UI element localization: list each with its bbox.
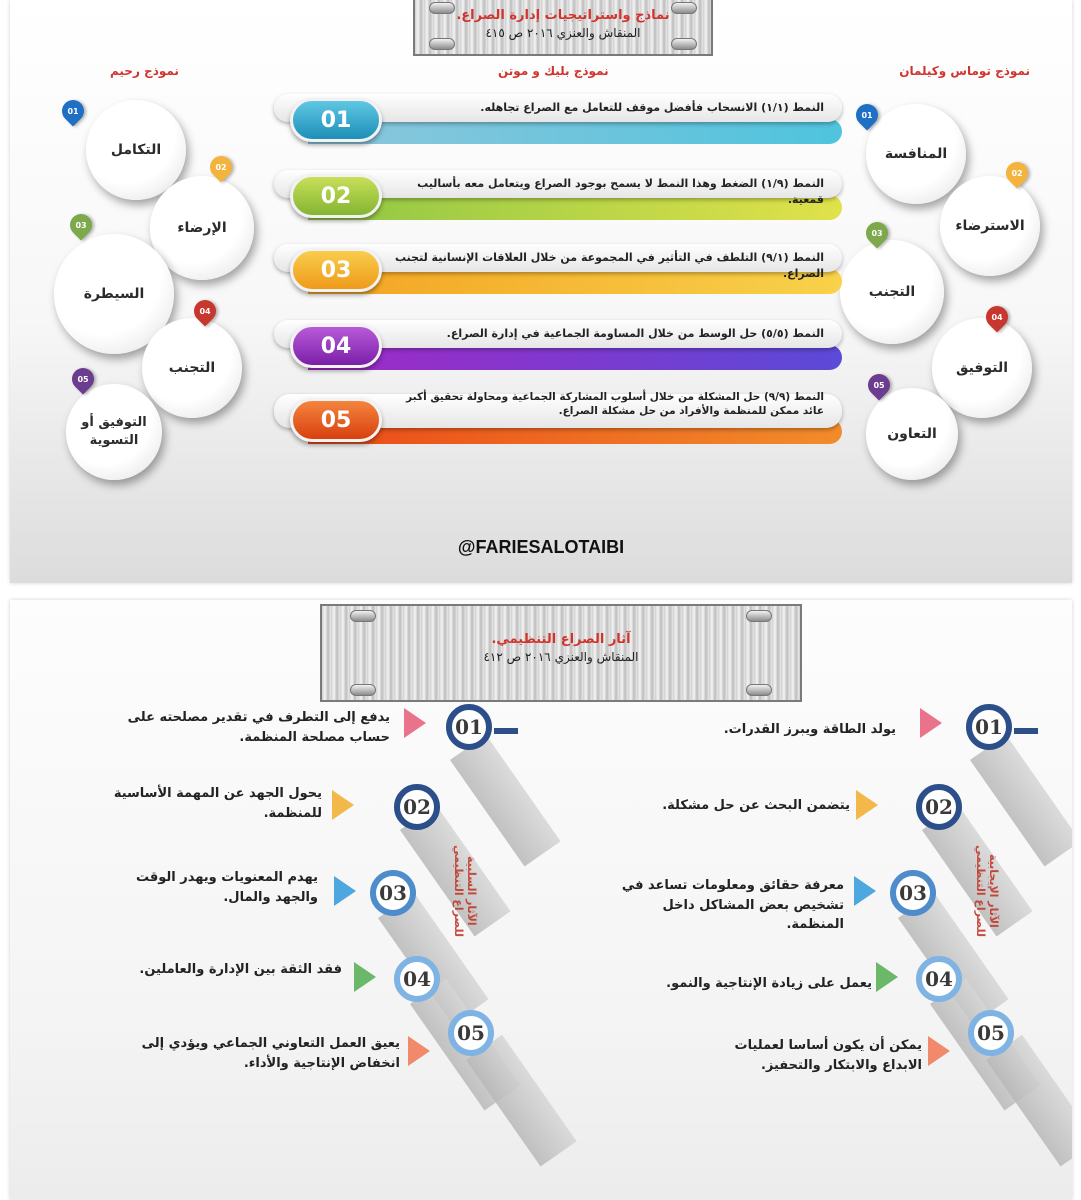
positive-step-3: 03 [890,870,936,916]
pin-icon: 03 [65,209,96,240]
positive-effect-2: يتضمن البحث عن حل مشكلة. [662,798,850,813]
thomas-item-3: التجنب [840,240,944,344]
rahim-item-5: التوفيق أو التسوية [66,384,162,480]
number-badge: 05 [290,398,382,442]
pin-icon: 04 [189,295,220,326]
pin-icon: 02 [1001,157,1032,188]
negative-effect-5: يعيق العمل التعاوني الجماعي ويؤدي إلى انخفاض الإنتاجية والأداء. [141,1036,400,1071]
color-band [308,345,842,370]
thomas-item-1: المنافسة [866,104,966,204]
arrow-icon [332,790,354,820]
pin-icon: 05 [863,369,894,400]
negative-effect-2: يحول الجهد عن المهمة الأساسية للمنظمة. [113,786,322,821]
positive-step-2: 02 [916,784,962,830]
rahim-item-3: السيطرة [54,234,174,354]
arrow-icon [854,876,876,906]
arrow-icon [920,708,942,738]
title-banner [320,604,802,702]
number-badge: 04 [290,324,382,368]
blake-style-1: 01 النمط (١/١) الانسحاب فأفضل موقف للتعامل مع الصراع تجاهله. [274,92,842,148]
positive-step-5: 05 [968,1010,1014,1056]
pin-icon: 03 [861,217,892,248]
negative-step-4: 04 [394,956,440,1002]
arrow-icon [876,962,898,992]
number-badge: 03 [290,248,382,292]
banner-title: آثار الصراع التنظيمي. [491,632,631,647]
slide-conflict-models [10,0,1072,583]
arrow-icon [334,876,356,906]
negative-step-2: 02 [394,784,440,830]
positive-step-1: 01 [966,704,1012,750]
rahim-item-2: الإرضاء [150,176,254,280]
author-handle: @FARIESALOTAIBI [457,537,625,557]
header-rahim-model: نموذج رحيم [110,64,179,78]
positive-effect-3: معرفة حقائق ومعلومات تساعد في تشخيص بعض المشاكل داخل المنظمة. [621,878,844,932]
negative-step-3: 03 [370,870,416,916]
rahim-item-1: التكامل [86,100,186,200]
pin-icon: 01 [57,95,88,126]
arrow-icon [408,1036,430,1066]
negative-effect-3: يهدم المعنويات ويهدر الوقت والجهد والمال. [135,870,318,905]
banner-title: نماذج واستراتيجيات إدارة الصراع. [456,8,670,23]
pin-icon: 02 [205,151,236,182]
header-thomas-model: نموذج توماس وكيلمان [899,64,1030,78]
positive-effect-5: يمكن أن يكون أساسا لعمليات الابداع والابتكار والتحفيز. [734,1038,922,1073]
rahim-item-4: التجنب [142,318,242,418]
thomas-item-2: الاسترضاء [940,176,1040,276]
arrow-icon [856,790,878,820]
color-band [308,119,842,144]
banner-citation: المنقاش والعنزي ٢٠١٦ ص ٤١٢ [483,650,639,664]
negative-effects-label: الآثار السلبية للصراع التنظيمي [452,844,478,937]
blake-style-2: 02 النمط (١/٩) الضغط وهذا النمط لا يسمح بوجود الصراع ويتعامل معه بأساليب قمعية. [274,168,842,224]
blake-style-3: 03 النمط (٩/١) التلطف في التأثير في المجموعة من خلال العلاقات الإنسانية لتجنب الصراع. [274,242,842,298]
number-badge: 01 [290,98,382,142]
arrow-icon [928,1036,950,1066]
arrow-icon [354,962,376,992]
pin-icon: 01 [851,99,882,130]
thomas-item-5: التعاون [866,388,958,480]
blake-style-4: 04 النمط (٥/٥) حل الوسط من خلال المساومة الجماعية في إدارة الصراع. [274,318,842,374]
title-banner [413,0,713,56]
blake-style-5: 05 النمط (٩/٩) حل المشكلة من خلال أسلوب المشاركة الجماعية ومحاولة تحقيق أكبر عائد ممكن للمنظمة والأفراد من حل مشكلة الصراع. [274,392,842,448]
negative-effect-1: يدفع إلى التطرف في تقدير مصلحته على حساب مصلحة المنظمة. [127,710,390,745]
positive-effects-label: الآثار الإيجابية للصراع التنظيمي [974,844,1000,937]
slide-conflict-effects [10,600,1072,1200]
number-badge: 02 [290,174,382,218]
negative-step-5: 05 [448,1010,494,1056]
positive-effect-4: يعمل على زيادة الإنتاجية والنمو. [666,976,872,991]
negative-effect-4: فقد الثقة بين الإدارة والعاملين. [139,962,342,977]
positive-step-4: 04 [916,956,962,1002]
header-blake-model: نموذج بليك و موتن [498,64,609,78]
arrow-icon [404,708,426,738]
banner-citation: المنقاش والعنزي ٢٠١٦ ص ٤١٥ [485,26,641,40]
positive-effect-1: يولد الطاقة ويبرز القدرات. [723,722,896,737]
negative-step-1: 01 [446,704,492,750]
pin-icon: 04 [981,301,1012,332]
pin-icon: 05 [67,363,98,394]
thomas-item-4: التوفيق [932,318,1032,418]
